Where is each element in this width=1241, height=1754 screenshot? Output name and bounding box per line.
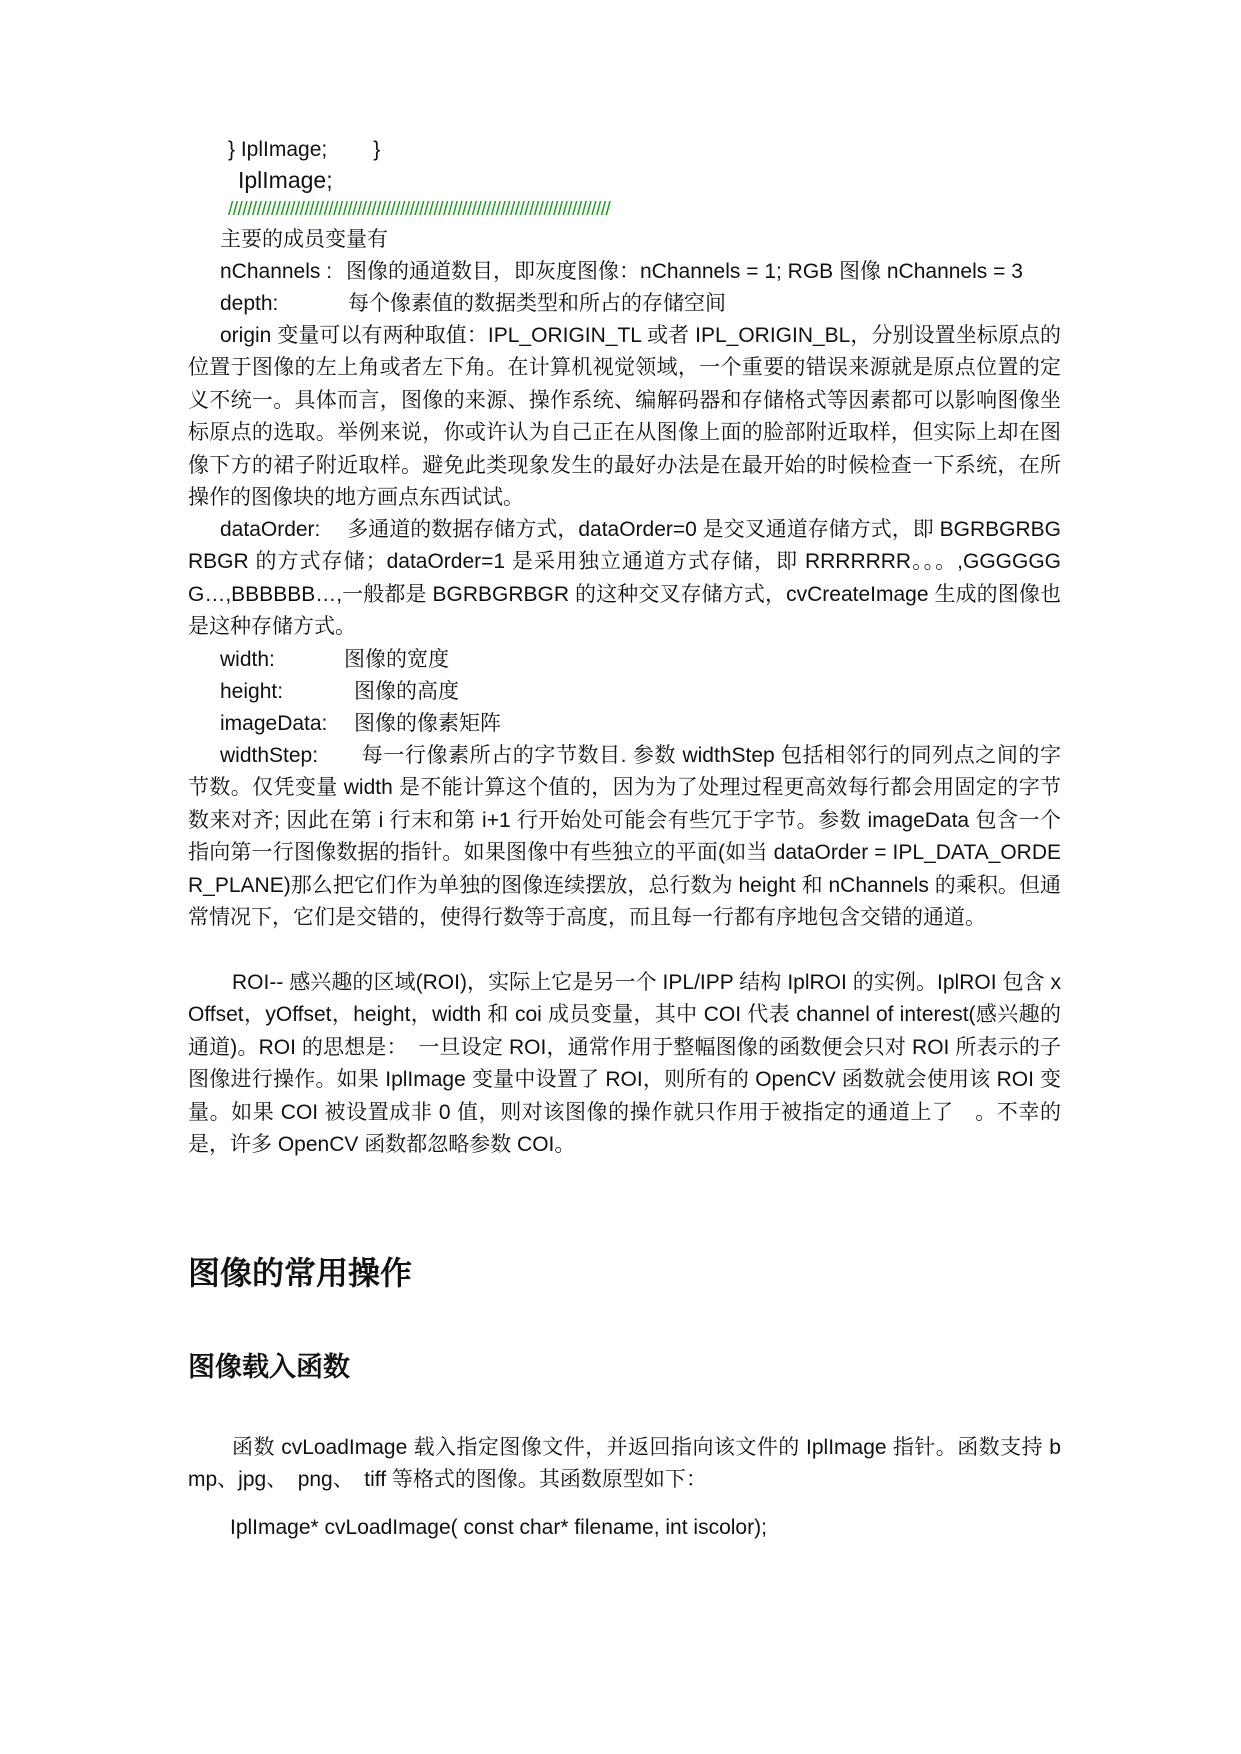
section-heading: 图像的常用操作 — [188, 1254, 413, 1292]
widthstep-paragraph: widthStep: 每一行像素所占的字节数目. 参数 widthStep 包括相邻行的同列点之间的字节数。仅凭变量 width 是不能计算这个值的，因为为了处理过程更高效每行都会用固定的字节数来对齐; 因此在第 i 行末和第 i+1 行开始处可能会有些冗于字节。参数 imageData 包含一个指向第一行图像数据的指针。如果图像中有些独立的平面(如当 dataOrder = IPL_DATA_ORDER_PLANE)那么把它们作为单独的图像连续摆放，总行数为 height 和 nChannels 的乘积。但通常情况下，它们是交错的，使得行数等于高度，而且每一行都有序地包含交错的通道。 — [188, 744, 1061, 930]
origin-paragraph: origin 变量可以有两种取值：IPL_ORIGIN_TL 或者 IPL_ORIGIN_BL，分别设置坐标原点的位置于图像的左上角或者左下角。在计算机视觉领域，一个重要的错误来源就是原点位置的定义不统一。具体而言，图像的来源、操作系统、编解码器和存储格式等因素都可以影响图像坐标原点的选取。举例来说，你或许认为自己正在从图像上面的脸部附近取样，但实际上却在图像下方的裙子附近取样。避免此类现象发生的最好办法是在最开始的时候检查一下系统，在所操作的图像块的地方画点东西试试。 — [188, 324, 1061, 510]
member-term: imageData: — [220, 712, 328, 735]
code-closing-brace-typedef: } IplImage; — [228, 138, 328, 161]
member-term: width: — [220, 648, 275, 671]
member-nchannels — [220, 256, 1023, 288]
code-closing-brace: } — [373, 138, 381, 161]
dataorder-paragraph: dataOrder: 多通道的数据存储方式，dataOrder=0 是交叉通道存储方式，即 BGRBGRBGRBGR 的方式存储；dataOrder=1 是采用独立通道方式存储，即 RRRRRRR。。。,GGGGGGG…,BBBBBB…,一般都是 BGRBGRBGR 的这种交叉存储方式，cvCreateImage 生成的图像也是这种存储方式。 — [188, 518, 1061, 639]
member-term: nChannels : — [220, 260, 333, 283]
member-depth — [220, 288, 726, 320]
code-line-2: IplImage; — [238, 167, 333, 193]
code-line-1 — [228, 134, 380, 166]
member-desc: 图像的像素矩阵 — [354, 712, 501, 735]
member-desc: 图像的宽度 — [344, 648, 449, 671]
member-desc: 图像的高度 — [354, 680, 459, 703]
member-term: depth: — [220, 292, 279, 315]
roi-paragraph: ROI-- 感兴趣的区域(ROI)，实际上它是另一个 IPL/IPP 结构 IplROI 的实例。IplROI 包含 xOffset，yOffset，height，width 和 coi 成员变量，其中 COI 代表 channel of interest(感兴趣的通道)。ROI 的思想是： 一旦设定 ROI，通常作用于整幅图像的函数便会只对 ROI 所表示的子图像进行操作。如果 IplImage 变量中设置了 ROI，则所有的 OpenCV 函数就会使用该 ROI 变量。如果 COI 被设置成非 0 值，则对该图像的操作就只作用于被指定的通道上了 。不幸的是，许多 OpenCV 函数都忽略参数 COI。 — [188, 971, 1061, 1157]
member-imagedata — [220, 708, 501, 740]
member-desc: 图像的通道数目，即灰度图像：nChannels = 1; RGB 图像 nChannels = 3 — [346, 260, 1023, 283]
function-prototype: IplImage* cvLoadImage( const char* filename, int iscolor); — [230, 1516, 767, 1539]
members-intro: 主要的成员变量有 — [220, 228, 388, 251]
load-paragraph: 函数 cvLoadImage 载入指定图像文件，并返回指向该文件的 IplImage 指针。函数支持 bmp、jpg、 png、 tiff 等格式的图像。其函数原型如下： — [188, 1436, 1061, 1492]
member-term: height: — [220, 680, 284, 703]
member-width — [220, 644, 449, 676]
subsection-heading: 图像载入函数 — [188, 1352, 350, 1383]
member-height — [220, 676, 459, 708]
member-desc: 每个像素值的数据类型和所占的存储空间 — [348, 292, 726, 315]
code-separator-comment: //////////////////////////////////////////////////////////////////////////////// — [228, 199, 611, 220]
